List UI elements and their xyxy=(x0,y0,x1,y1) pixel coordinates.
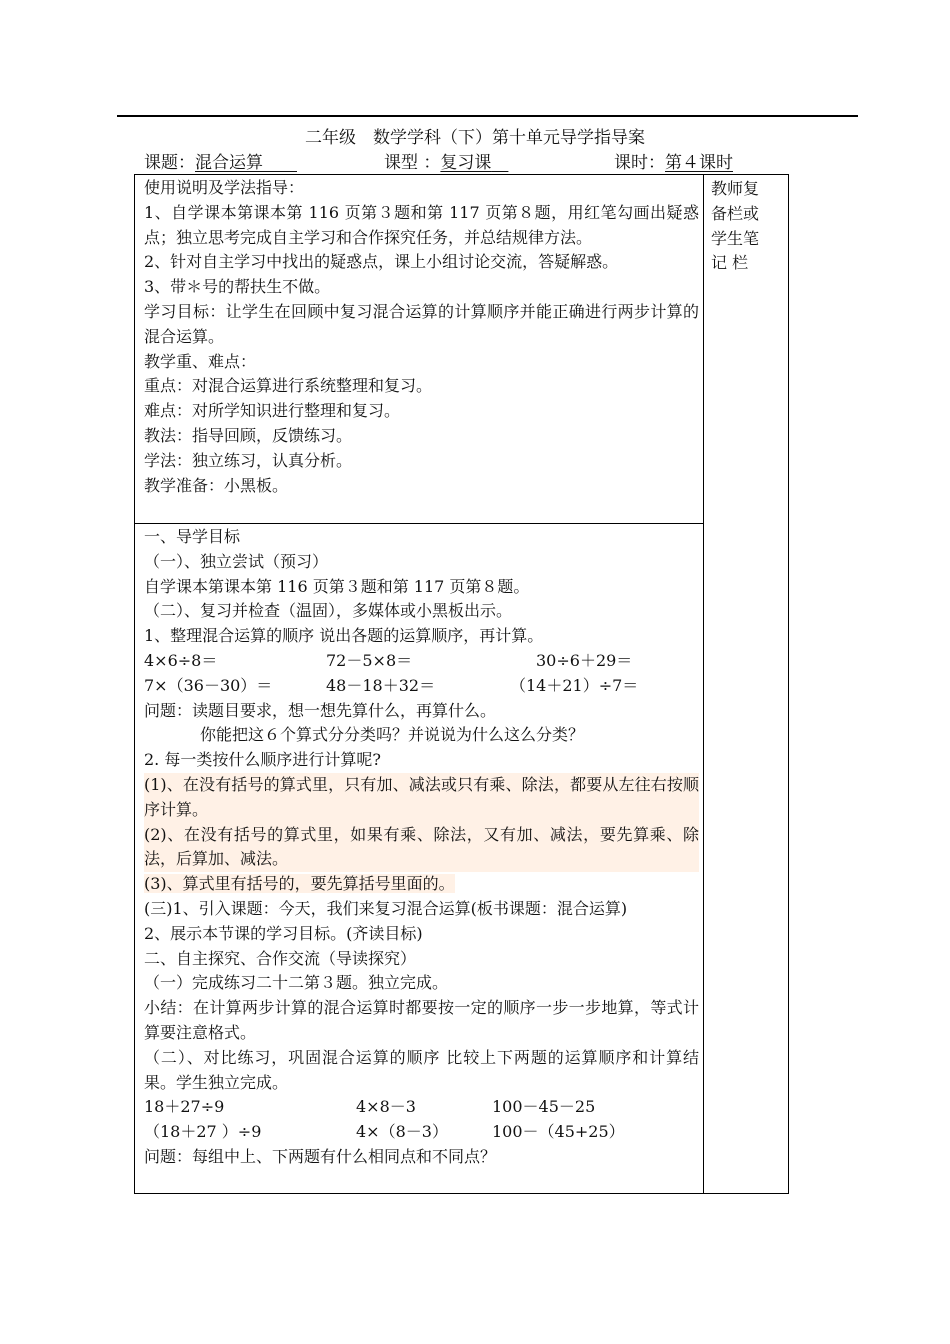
rule-3: (3)、算式里有括号的，要先算括号里面的。 xyxy=(144,874,455,894)
difficult-point: 难点：对所学知识进行整理和复习。 xyxy=(144,401,401,421)
learning-goal: 学习目标：让学生在回顾中复习混合运算的计算顺序并能正确进行两步计算的混合运算。 xyxy=(144,301,699,346)
topic-label: 课题： xyxy=(144,153,195,173)
side-note-line: 备栏或 xyxy=(711,203,760,223)
lesson-content-cell xyxy=(144,525,699,1170)
key-point: 重点：对混合运算进行系统整理和复习。 xyxy=(144,376,433,396)
exercise-1: （一）完成练习二十二第３题。独立完成。 xyxy=(144,973,449,993)
expression: 7×（36－30）＝ xyxy=(144,675,273,695)
column-divider xyxy=(703,175,704,1193)
expression: 4×8－3 xyxy=(356,1097,416,1117)
instruction-2: 2、针对自主学习中找出的疑惑点，课上小组讨论交流，答疑解惑。 xyxy=(144,252,619,272)
expression-row xyxy=(144,649,699,674)
question-3: 问题：每组中上、下两题有什么相同点和不同点？ xyxy=(144,1146,497,1166)
learning-method: 学法：独立练习，认真分析。 xyxy=(144,450,353,470)
compare-row xyxy=(144,1095,699,1120)
lesson-type-field xyxy=(384,152,508,174)
heading-explore: 二、自主探究、合作交流（导读探究） xyxy=(144,948,417,968)
order-question: 2. 每一类按什么顺序进行计算呢? xyxy=(144,750,381,770)
side-note-line: 记 栏 xyxy=(711,253,749,273)
subheading-review: （二）、复习并检查（温固），多媒体或小黑板出示。 xyxy=(144,601,513,621)
instructions-cell xyxy=(144,176,699,498)
question-1: 问题：读题目要求，想一想先算什么，再算什么。 xyxy=(144,700,497,720)
topic-field xyxy=(144,152,297,174)
period-label: 课时： xyxy=(614,153,665,173)
guide-table xyxy=(134,174,789,1194)
expression: 30÷6＋29＝ xyxy=(536,650,633,670)
expression: 100－（45+25） xyxy=(492,1122,625,1142)
expression: 18＋27÷9 xyxy=(144,1097,225,1117)
expression: （18＋27 ）÷9 xyxy=(144,1122,262,1142)
compare-row xyxy=(144,1120,699,1145)
top-rule xyxy=(117,115,858,117)
instructions-title: 使用说明及学法指导： xyxy=(144,178,305,197)
keypoints-title: 教学重、难点： xyxy=(144,351,257,371)
teaching-method: 教法：指导回顾，反馈练习。 xyxy=(144,425,353,445)
period-value: 第４课时 xyxy=(665,153,733,173)
topic-value: 混合运算 xyxy=(195,153,263,173)
row-divider xyxy=(135,523,703,524)
rule-2: (2)、在没有括号的算式里，如果有乘、除法，又有加、减法，要先算乘、除法，后算加、减法。 xyxy=(144,823,699,873)
expression: 72－5×8＝ xyxy=(326,650,413,670)
expression: 4×（8－3） xyxy=(356,1122,448,1142)
summary: 小结：在计算两步计算的混合运算时都要按一定的顺序一步一步地算，等式计算要注意格式。 xyxy=(144,998,699,1042)
expression: （14＋21）÷7＝ xyxy=(510,675,639,695)
expression: 4×6÷8＝ xyxy=(144,650,218,670)
topic-intro: (三)1、引入课题：今天，我们来复习混合运算(板书课题：混合运算) xyxy=(144,898,628,918)
expression: 100－45－25 xyxy=(492,1097,596,1117)
expression-row xyxy=(144,674,699,699)
side-note-line: 教师复 xyxy=(711,179,760,198)
teacher-notes-column xyxy=(711,177,783,276)
side-note-line: 学生笔 xyxy=(711,228,760,248)
rule-1: (1)、在没有括号的算式里，只有加、减法或只有乘、除法，都要从左往右按顺序计算。 xyxy=(144,773,699,823)
type-label: 课型 ： xyxy=(384,153,441,173)
document-title: 二年级 数学学科（下）第十单元导学指导案 xyxy=(305,128,645,148)
period-field xyxy=(614,152,733,174)
show-goals: 2、展示本节课的学习目标。(齐读目标) xyxy=(144,923,423,943)
expression: 48－18＋32＝ xyxy=(326,675,436,695)
instruction-1: 1、自学课本第课本第 116 页第３题和第 117 页第８题，用红笔勾画出疑惑点；独立思考完成自主学习和合作探究任务，并总结规律方法。 xyxy=(144,202,699,247)
teaching-prep: 教学准备：小黑板。 xyxy=(144,475,289,495)
review-task: 1、整理混合运算的顺序 说出各题的运算顺序，再计算。 xyxy=(144,626,544,646)
type-value: 复习课 xyxy=(440,153,492,173)
heading-guide-goals: 一、导学目标 xyxy=(144,527,241,546)
exercise-2: （二）、对比练习，巩固混合运算的顺序 比较上下两题的运算顺序和计算结果。学生独立完成。 xyxy=(144,1047,699,1092)
instruction-3: 3、带＊号的帮扶生不做。 xyxy=(144,277,331,297)
subheading-preview: （一）、独立尝试（预习） xyxy=(144,551,329,571)
preview-task: 自学课本第课本第 116 页第３题和第 117 页第８题。 xyxy=(144,576,530,596)
question-2: 你能把这６个算式分分类吗？并说说为什么这么分类？ xyxy=(200,725,585,745)
